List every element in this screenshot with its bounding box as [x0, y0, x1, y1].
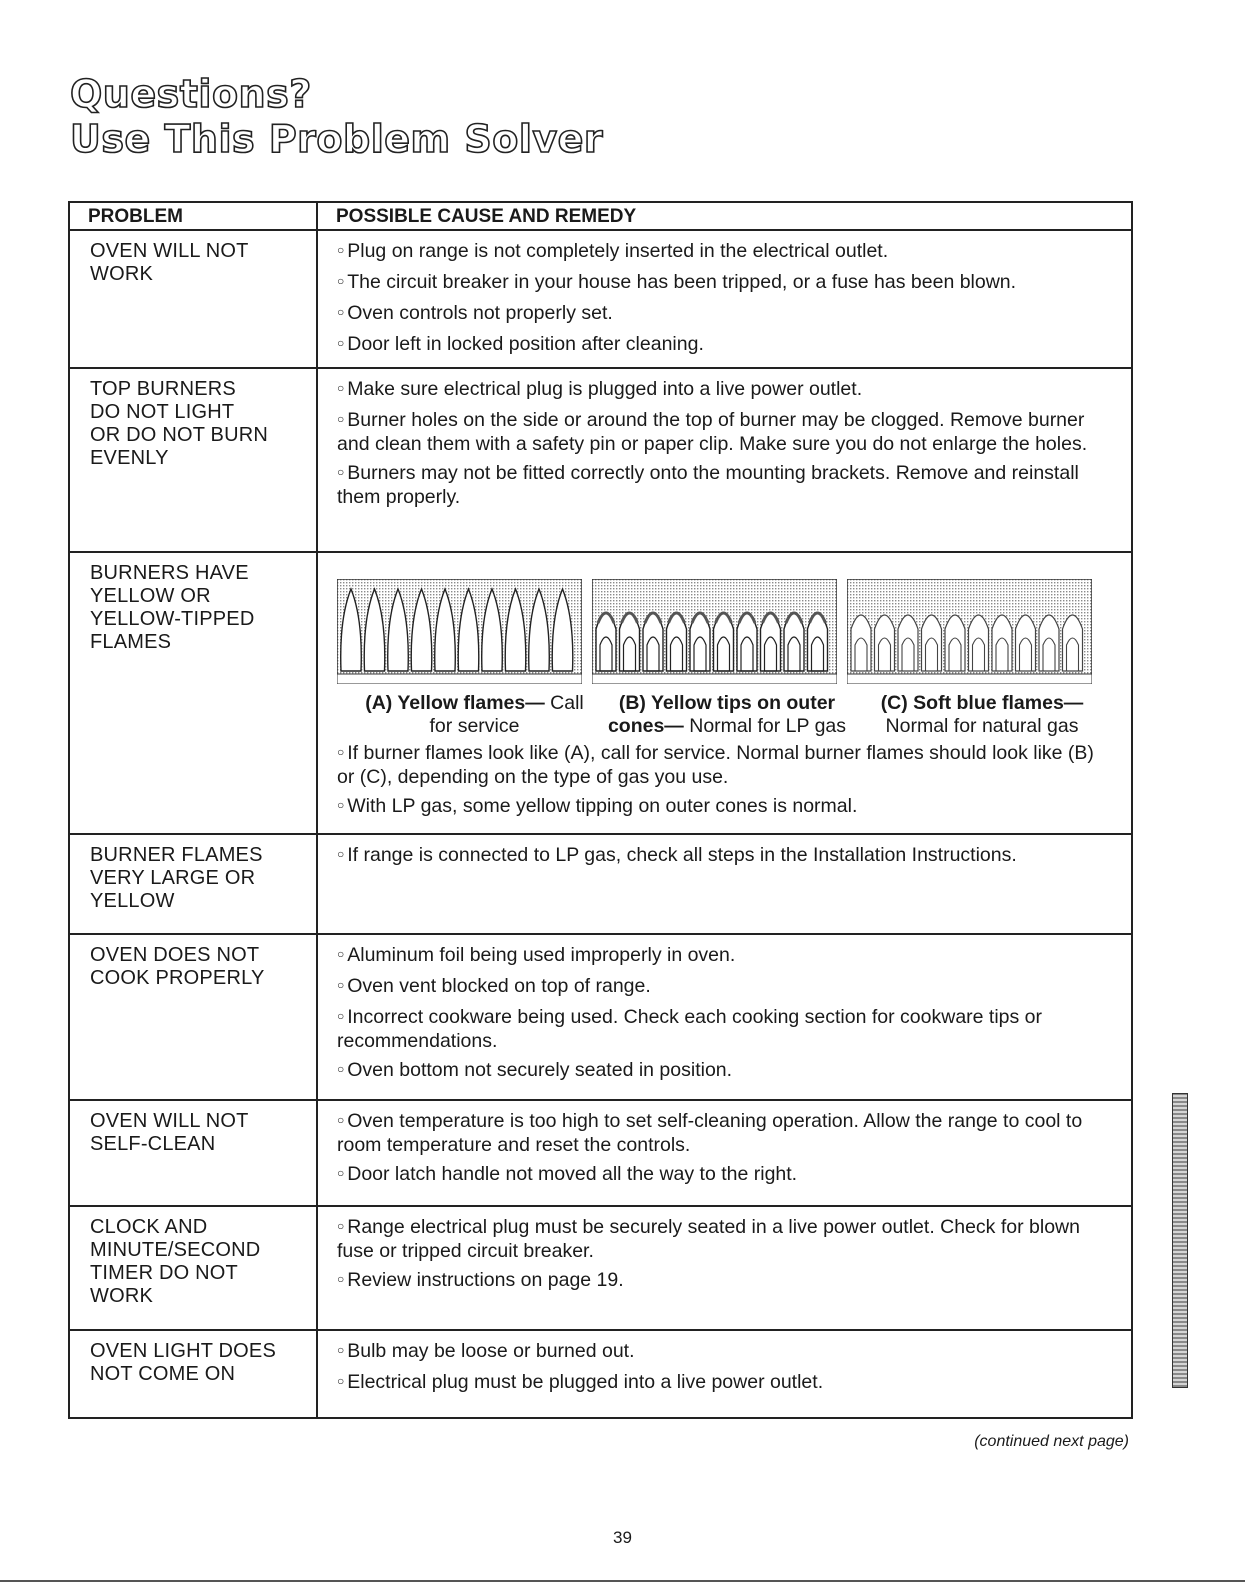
continued-note: (continued next page)	[974, 1433, 1129, 1450]
problem-solver-table	[68, 201, 1133, 1419]
remedy-list	[318, 1207, 1131, 1303]
remedy-text: Incorrect cookware being used. Check each cooking section for cookware tips or recommendations.	[337, 1006, 1043, 1052]
table-row	[69, 368, 1132, 552]
problem-cell	[69, 368, 317, 552]
problem-line: BURNERS HAVE	[90, 562, 249, 584]
problem-line: CLOCK AND	[90, 1216, 208, 1238]
problem-line: BURNER FLAMES	[90, 844, 263, 866]
bullet-icon: ○	[337, 978, 345, 992]
bottom-rule	[0, 1580, 1245, 1582]
remedy-item	[337, 378, 1113, 402]
problem-line: DO NOT LIGHT	[90, 401, 235, 423]
title-line-1: Questions?	[70, 72, 312, 116]
problem-cell	[69, 230, 317, 368]
bullet-icon: ○	[337, 798, 345, 812]
remedy-list	[318, 1101, 1131, 1197]
problem-line: SELF-CLEAN	[90, 1133, 216, 1155]
problem-cell	[69, 1100, 317, 1206]
remedy-item	[337, 1340, 1113, 1364]
flame-caption	[357, 692, 592, 738]
problem-text	[70, 231, 316, 296]
remedy-text: The circuit breaker in your house has been tripped, or a fuse has been blown.	[347, 271, 1017, 293]
problem-line: YELLOW OR	[90, 585, 211, 607]
remedy-item	[337, 975, 1113, 999]
problem-cell	[69, 834, 317, 934]
remedy-text: Oven controls not properly set.	[347, 302, 613, 324]
problem-line: OVEN WILL NOT	[90, 240, 249, 262]
flame-caption	[592, 692, 862, 738]
remedy-cell	[317, 552, 1132, 834]
remedy-item	[337, 742, 1113, 788]
caption-title: (B) Yellow tips on outer cones—	[607, 692, 836, 737]
remedy-item	[337, 1216, 1113, 1262]
remedy-item	[337, 240, 1113, 264]
bullet-icon: ○	[337, 1009, 345, 1023]
problem-cell	[69, 552, 317, 834]
problem-line: WORK	[90, 263, 154, 285]
remedy-list	[318, 835, 1131, 878]
remedy-text: If burner flames look like (A), call for service. Normal burner flames should look like (B) or (C), depending on the type of gas you use.	[337, 742, 1094, 788]
remedy-text: Electrical plug must be plugged into a live power outlet.	[347, 1371, 824, 1393]
remedy-item	[337, 1371, 1113, 1395]
bullet-icon: ○	[337, 465, 345, 479]
remedy-item	[337, 795, 1113, 819]
yellow-tipped-flames-icon	[592, 579, 837, 684]
problem-text	[70, 369, 316, 480]
remedy-item	[337, 333, 1113, 357]
remedy-text: Make sure electrical plug is plugged into a live power outlet.	[347, 378, 863, 400]
caption-title: (C) Soft blue flames—	[880, 692, 1084, 714]
problem-line: TIMER DO NOT	[90, 1262, 238, 1284]
problem-text	[70, 1331, 316, 1396]
remedy-cell	[317, 1330, 1132, 1418]
remedy-list	[318, 1331, 1131, 1405]
remedy-item	[337, 1059, 1113, 1083]
header-problem: PROBLEM	[69, 202, 317, 230]
bullet-icon: ○	[337, 305, 345, 319]
flame-figures	[337, 569, 1113, 684]
bullet-icon: ○	[337, 1343, 345, 1357]
bullet-icon: ○	[337, 947, 345, 961]
remedy-list	[318, 553, 1131, 829]
bullet-icon: ○	[337, 274, 345, 288]
problem-text	[70, 553, 316, 664]
remedy-cell	[317, 368, 1132, 552]
remedy-text: Burner holes on the side or around the top of burner may be clogged. Remove burner and clean them with a safety pin or paper clip. Make sure you do not enlarge the holes.	[337, 409, 1088, 455]
table-row	[69, 834, 1132, 934]
problem-line: YELLOW-TIPPED	[90, 608, 255, 630]
blue-flames-icon	[847, 579, 1092, 684]
bullet-icon: ○	[337, 745, 345, 759]
problem-line: VERY LARGE OR	[90, 867, 256, 889]
bullet-icon: ○	[337, 1166, 345, 1180]
caption-title: (A) Yellow flames—	[365, 692, 545, 714]
problem-line: OVEN WILL NOT	[90, 1110, 249, 1132]
problem-line: MINUTE/SECOND	[90, 1239, 261, 1261]
problem-line: OVEN DOES NOT	[90, 944, 260, 966]
remedy-item	[337, 271, 1113, 295]
bullet-icon: ○	[337, 381, 345, 395]
bullet-icon: ○	[337, 1062, 345, 1076]
table-row	[69, 552, 1132, 834]
bullet-icon: ○	[337, 243, 345, 257]
caption-note: Normal for LP gas	[689, 715, 847, 737]
bullet-icon: ○	[337, 1272, 345, 1286]
caption-note: Normal for natural gas	[885, 715, 1079, 737]
table-header-row	[69, 202, 1132, 230]
remedy-cell	[317, 934, 1132, 1100]
header-remedy: POSSIBLE CAUSE AND REMEDY	[317, 202, 1132, 230]
bullet-icon: ○	[337, 336, 345, 350]
remedy-text: Bulb may be loose or burned out.	[347, 1340, 635, 1362]
remedy-cell	[317, 834, 1132, 934]
remedy-text: With LP gas, some yellow tipping on outer cones is normal.	[347, 795, 858, 817]
remedy-item	[337, 462, 1113, 508]
flame-caption	[862, 692, 1102, 738]
problem-line: OVEN LIGHT DOES	[90, 1340, 277, 1362]
problem-line: FLAMES	[90, 631, 172, 653]
remedy-text: Aluminum foil being used improperly in oven.	[347, 944, 736, 966]
remedy-list	[318, 369, 1131, 518]
problem-text	[70, 1101, 316, 1166]
remedy-list	[318, 935, 1131, 1093]
remedy-text: Oven vent blocked on top of range.	[347, 975, 651, 997]
problem-cell	[69, 934, 317, 1100]
remedy-item	[337, 844, 1113, 868]
table-row	[69, 230, 1132, 368]
remedy-text: Oven bottom not securely seated in position.	[347, 1059, 733, 1081]
bullet-icon: ○	[337, 412, 345, 426]
table-row	[69, 1100, 1132, 1206]
problem-text	[70, 1207, 316, 1318]
remedy-cell	[317, 1100, 1132, 1206]
problem-cell	[69, 1206, 317, 1330]
table-row	[69, 934, 1132, 1100]
remedy-item	[337, 944, 1113, 968]
remedy-text: Plug on range is not completely inserted in the electrical outlet.	[347, 240, 889, 262]
problem-line: COOK PROPERLY	[90, 967, 265, 989]
problem-line: WORK	[90, 1285, 154, 1307]
flame-captions	[337, 684, 1113, 742]
remedy-item	[337, 1110, 1113, 1156]
problem-line: NOT COME ON	[90, 1363, 236, 1385]
remedy-cell	[317, 1206, 1132, 1330]
remedy-text: Door left in locked position after cleaning.	[347, 333, 704, 355]
table-row	[69, 1330, 1132, 1418]
remedy-text: Door latch handle not moved all the way to the right.	[347, 1163, 798, 1185]
title-line-2: Use This Problem Solver	[70, 117, 604, 161]
table-row	[69, 1206, 1132, 1330]
page-title	[70, 72, 603, 162]
bullet-icon: ○	[337, 1374, 345, 1388]
remedy-item	[337, 1163, 1113, 1187]
problem-text	[70, 835, 316, 923]
remedy-item	[337, 1269, 1113, 1293]
problem-line: EVENLY	[90, 447, 169, 469]
section-tab-marker	[1172, 1093, 1188, 1388]
remedy-text: Range electrical plug must be securely seated in a live power outlet. Check for blown fuse or tripped circuit breaker.	[337, 1216, 1080, 1262]
remedy-item	[337, 302, 1113, 326]
caption-note: Call for service	[429, 692, 584, 737]
problem-cell	[69, 1330, 317, 1418]
problem-line: YELLOW	[90, 890, 175, 912]
remedy-text: If range is connected to LP gas, check all steps in the Installation Instructions.	[347, 844, 1017, 866]
remedy-text: Review instructions on page 19.	[347, 1269, 624, 1291]
remedy-item	[337, 1006, 1113, 1052]
yellow-flames-icon	[337, 579, 582, 684]
bullet-icon: ○	[337, 1113, 345, 1127]
page-number: 39	[613, 1528, 632, 1547]
remedy-text: Burners may not be fitted correctly onto the mounting brackets. Remove and reinstall them properly.	[337, 462, 1079, 508]
problem-line: OR DO NOT BURN	[90, 424, 268, 446]
remedy-text: Oven temperature is too high to set self-cleaning operation. Allow the range to cool to room temperature and reset the controls.	[337, 1110, 1083, 1156]
remedy-list	[318, 231, 1131, 367]
remedy-item	[337, 409, 1113, 455]
bullet-icon: ○	[337, 1219, 345, 1233]
problem-line: TOP BURNERS	[90, 378, 236, 400]
bullet-icon: ○	[337, 847, 345, 861]
problem-text	[70, 935, 316, 1000]
remedy-cell	[317, 230, 1132, 368]
